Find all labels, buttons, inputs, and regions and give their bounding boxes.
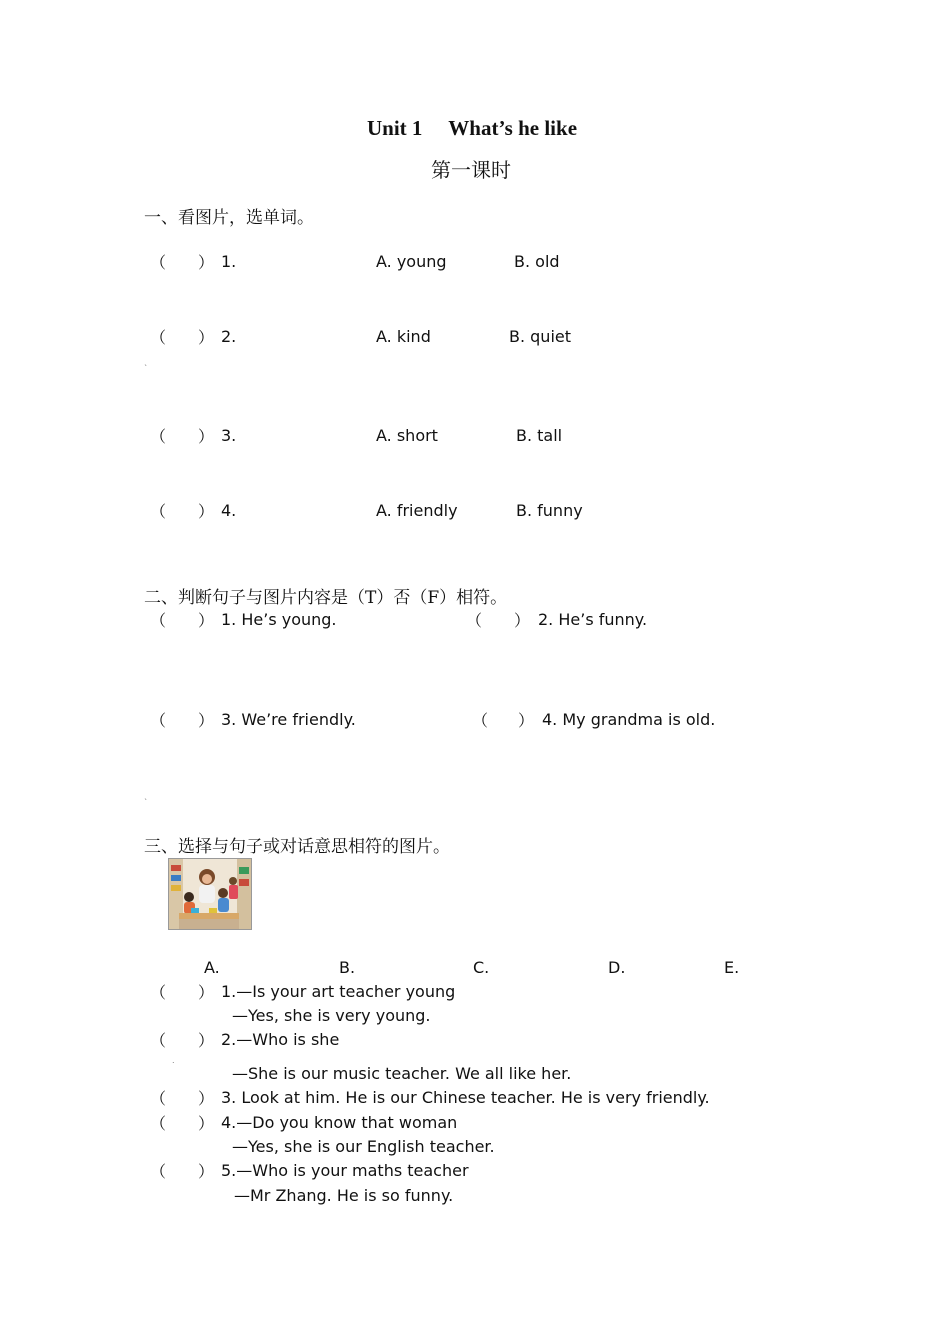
- answer-paren-open: （: [150, 427, 167, 446]
- option-label-c: C.: [473, 958, 490, 977]
- item-number: 3.: [221, 426, 237, 445]
- lesson-subtitle: 第一课时: [431, 158, 511, 182]
- stray-mark: `: [144, 364, 148, 373]
- option-a: A. short: [376, 426, 438, 445]
- option-a: A. friendly: [376, 501, 458, 520]
- option-b: B. funny: [516, 501, 583, 520]
- answer-paren-close: ）: [198, 253, 215, 272]
- answer-paren-open: （: [466, 611, 483, 630]
- answer-paren-open: （: [150, 1089, 167, 1108]
- answer-paren-close: ）: [198, 502, 215, 521]
- dialogue-answer: —She is our music teacher. We all like her.: [232, 1064, 572, 1083]
- item-number: 1.: [221, 252, 237, 271]
- answer-paren-open: （: [150, 983, 167, 1002]
- answer-paren-open: （: [150, 1162, 167, 1181]
- answer-paren-close: ）: [198, 1114, 215, 1133]
- dialogue-question: 2.—Who is she: [221, 1030, 340, 1049]
- answer-paren-open: （: [150, 1114, 167, 1133]
- dialogue-question: 1.—Is your art teacher young: [221, 982, 456, 1001]
- dialogue-answer: —Yes, she is very young.: [232, 1006, 431, 1025]
- dialogue-question: 5.—Who is your maths teacher: [221, 1161, 469, 1180]
- page-title: Unit 1 What’s he like: [367, 116, 578, 140]
- answer-paren-close: ）: [198, 711, 215, 730]
- dialogue-answer: —Mr Zhang. He is so funny.: [234, 1186, 454, 1205]
- stray-mark: .: [172, 1056, 175, 1065]
- item-number: 2.: [221, 327, 237, 346]
- option-b: B. tall: [516, 426, 563, 445]
- answer-paren-open: （: [150, 328, 167, 347]
- option-a: A. kind: [376, 327, 431, 346]
- dialogue-question: 3. Look at him. He is our Chinese teacher. He is very friendly.: [221, 1088, 710, 1107]
- section3-heading: 三、选择与句子或对话意思相符的图片。: [144, 837, 450, 857]
- answer-paren-close: ）: [198, 983, 215, 1002]
- answer-paren-close: ）: [514, 611, 531, 630]
- dialogue-answer: —Yes, she is our English teacher.: [232, 1137, 495, 1156]
- classroom-illustration: [169, 859, 251, 929]
- stray-mark: `: [144, 798, 148, 807]
- answer-paren-open: （: [150, 611, 167, 630]
- statement-text: 3. We’re friendly.: [221, 710, 356, 729]
- answer-paren-close: ）: [198, 328, 215, 347]
- answer-paren-close: ）: [198, 427, 215, 446]
- option-a: A. young: [376, 252, 447, 271]
- answer-paren-open: （: [150, 711, 167, 730]
- option-label-a: A.: [204, 958, 220, 977]
- answer-paren-open: （: [150, 253, 167, 272]
- statement-text: 2. He’s funny.: [538, 610, 648, 629]
- option-label-b: B.: [339, 958, 356, 977]
- answer-paren-close: ）: [198, 1089, 215, 1108]
- option-b: B. quiet: [509, 327, 572, 346]
- classroom-photo: [168, 858, 252, 930]
- answer-paren-open: （: [150, 1031, 167, 1050]
- option-label-d: D.: [608, 958, 626, 977]
- answer-paren-close: ）: [518, 711, 535, 730]
- item-number: 4.: [221, 501, 237, 520]
- answer-paren-close: ）: [198, 1031, 215, 1050]
- answer-paren-open: （: [150, 502, 167, 521]
- answer-paren-open: （: [472, 711, 489, 730]
- option-b: B. old: [514, 252, 560, 271]
- statement-text: 4. My grandma is old.: [542, 710, 716, 729]
- section2-heading: 二、判断句子与图片内容是（T）否（F）相符。: [144, 588, 508, 608]
- option-label-e: E.: [724, 958, 740, 977]
- statement-text: 1. He’s young.: [221, 610, 337, 629]
- section1-heading: 一、看图片，选单词。: [144, 208, 314, 228]
- answer-paren-close: ）: [198, 611, 215, 630]
- answer-paren-close: ）: [198, 1162, 215, 1181]
- dialogue-question: 4.—Do you know that woman: [221, 1113, 458, 1132]
